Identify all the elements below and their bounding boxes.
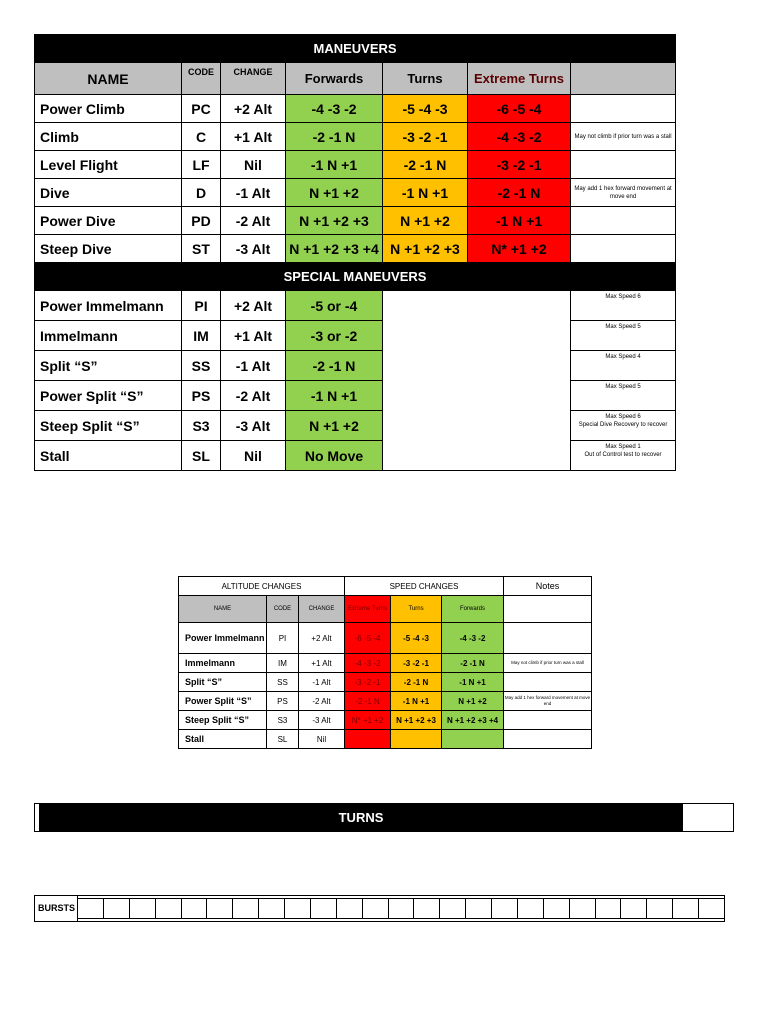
maneuver-turns: N +1 +2 +3 [383,235,468,263]
header-name: NAME [35,63,182,95]
altitude-row [179,673,592,692]
maneuver-name: Power Climb [35,95,182,123]
burst-box[interactable] [492,898,518,919]
burst-box[interactable] [673,898,699,919]
altitude-row [179,692,592,711]
special-maneuver-name: Power Immelmann [35,291,182,321]
maneuver-name: Steep Dive [35,235,182,263]
maneuver-turns: -3 -2 -1 [383,123,468,151]
maneuver-change: +2 Alt [221,95,286,123]
altitude-row-change: -2 Alt [299,692,345,711]
maneuver-note [571,207,676,235]
altitude-row-forwards: N +1 +2 +3 +4 [442,711,504,730]
altitude-row-name: Stall [179,730,267,749]
maneuver-turns: -2 -1 N [383,151,468,179]
special-note-line: Max Speed 4 [605,354,641,360]
notes-group: Notes [504,577,592,596]
special-maneuver-row [35,351,676,381]
special-maneuver-change: -2 Alt [221,381,286,411]
maneuver-extreme-turns: N* +1 +2 [468,235,571,263]
special-maneuver-change: Nil [221,441,286,471]
maneuver-code: C [182,123,221,151]
altitude-row-code: IM [267,654,299,673]
maneuver-change: -3 Alt [221,235,286,263]
altitude-row-extreme-turns: -2 -1 N [345,692,391,711]
burst-box[interactable] [78,898,104,919]
altitude-row-forwards: N +1 +2 [442,692,504,711]
maneuver-change: Nil [221,151,286,179]
altitude-row-name: Immelmann [179,654,267,673]
maneuver-turns: -5 -4 -3 [383,95,468,123]
maneuver-extreme-turns: -2 -1 N [468,179,571,207]
maneuver-code: ST [182,235,221,263]
maneuver-extreme-turns: -3 -2 -1 [468,151,571,179]
at-header-forwards: Forwards [442,596,504,623]
maneuver-change: -1 Alt [221,179,286,207]
burst-box[interactable] [466,898,492,919]
altitude-row-note: May add 1 hex forward movement at move end [504,692,592,711]
altitude-row-name: Split “S” [179,673,267,692]
altitude-row-extreme-turns: -3 -2 -1 [345,673,391,692]
bursts-tracker [34,895,725,922]
maneuver-row [35,151,676,179]
special-maneuver-name: Steep Split “S” [35,411,182,441]
altitude-row-note [504,730,592,749]
special-maneuver-code: SL [182,441,221,471]
altitude-row-turns: -1 N +1 [391,692,442,711]
altitude-speed-table [178,576,592,749]
burst-box[interactable] [363,898,389,919]
burst-box[interactable] [596,898,622,919]
maneuver-extreme-turns: -1 N +1 [468,207,571,235]
altitude-row-extreme-turns [345,730,391,749]
altitude-row-code: PI [267,623,299,654]
altitude-row-extreme-turns: -6 -5 -4 [345,623,391,654]
maneuver-forwards: N +1 +2 [286,179,383,207]
special-maneuver-forwards: -2 -1 N [286,351,383,381]
burst-box[interactable] [156,898,182,919]
maneuver-note [571,95,676,123]
burst-box[interactable] [182,898,208,919]
burst-box[interactable] [311,898,337,919]
special-maneuver-forwards: N +1 +2 [286,411,383,441]
maneuver-note [571,151,676,179]
altitude-row-turns: -5 -4 -3 [391,623,442,654]
maneuver-change: -2 Alt [221,207,286,235]
altitude-row-note: May not climb if prior turn was a stall [504,654,592,673]
speed-changes-group: SPEED CHANGES [345,577,504,596]
altitude-row-forwards: -4 -3 -2 [442,623,504,654]
maneuver-row [35,95,676,123]
maneuver-forwards: -1 N +1 [286,151,383,179]
burst-box[interactable] [104,898,130,919]
altitude-row-turns: N +1 +2 +3 [391,711,442,730]
at-header-code: CODE [267,596,299,623]
altitude-row-code: SS [267,673,299,692]
special-maneuver-row [35,291,676,321]
maneuver-row [35,123,676,151]
special-note-line: Max Speed 5 [605,384,641,390]
maneuvers-table [34,34,676,471]
altitude-row-change: Nil [299,730,345,749]
special-maneuver-row [35,441,676,471]
special-maneuver-code: SS [182,351,221,381]
maneuver-note [571,235,676,263]
header-code: CODE [182,63,221,95]
header-notes [571,63,676,95]
special-maneuver-change: +2 Alt [221,291,286,321]
altitude-row-code: S3 [267,711,299,730]
altitude-row-note [504,711,592,730]
altitude-row-name: Steep Split “S” [179,711,267,730]
special-maneuver-change: -1 Alt [221,351,286,381]
at-header-extreme-turns: Extreme Turns [345,596,391,623]
altitude-row-change: +1 Alt [299,654,345,673]
special-maneuver-name: Power Split “S” [35,381,182,411]
maneuver-forwards: -2 -1 N [286,123,383,151]
maneuver-turns: -1 N +1 [383,179,468,207]
burst-box[interactable] [130,898,156,919]
burst-box[interactable] [207,898,233,919]
burst-box[interactable] [647,898,673,919]
altitude-row-forwards: -2 -1 N [442,654,504,673]
special-note-line: Max Speed 1 [605,444,641,450]
burst-box[interactable] [389,898,415,919]
special-maneuvers-title: SPECIAL MANEUVERS [35,263,676,291]
altitude-row [179,623,592,654]
maneuver-row [35,235,676,263]
special-maneuver-row [35,381,676,411]
burst-box[interactable] [570,898,596,919]
maneuver-row [35,179,676,207]
special-maneuver-code: PS [182,381,221,411]
special-note-line: Special Dive Recovery to recover [578,422,668,428]
special-maneuver-note [571,441,676,471]
maneuver-code: LF [182,151,221,179]
altitude-row-turns: -2 -1 N [391,673,442,692]
at-header-turns: Turns [391,596,442,623]
altitude-row-forwards: -1 N +1 [442,673,504,692]
burst-box[interactable] [337,898,363,919]
altitude-row-note [504,673,592,692]
special-maneuver-name: Split “S” [35,351,182,381]
special-maneuver-blank [383,291,571,471]
special-note-line: Out of Control test to recover [584,452,662,458]
maneuver-forwards: N +1 +2 +3 +4 [286,235,383,263]
special-maneuver-name: Immelmann [35,321,182,351]
special-maneuver-note [571,321,676,351]
special-maneuver-code: S3 [182,411,221,441]
altitude-row-extreme-turns: -4 -3 -2 [345,654,391,673]
maneuvers-title: MANEUVERS [35,35,676,63]
maneuver-note: May add 1 hex forward movement at move end [571,179,676,207]
altitude-row-turns [391,730,442,749]
special-maneuver-row [35,321,676,351]
burst-box[interactable] [621,898,647,919]
special-note-line: Max Speed 6 [605,414,641,420]
special-maneuver-note [571,291,676,321]
burst-box[interactable] [285,898,311,919]
special-maneuver-row [35,411,676,441]
special-maneuver-name: Stall [35,441,182,471]
maneuver-forwards: -4 -3 -2 [286,95,383,123]
header-turns: Turns [383,63,468,95]
maneuver-name: Climb [35,123,182,151]
altitude-row-code: SL [267,730,299,749]
maneuver-forwards: N +1 +2 +3 [286,207,383,235]
special-maneuver-note [571,381,676,411]
maneuver-code: D [182,179,221,207]
maneuver-code: PD [182,207,221,235]
maneuver-note: May not climb if prior turn was a stall [571,123,676,151]
burst-box[interactable] [414,898,440,919]
special-maneuver-note [571,411,676,441]
special-maneuver-forwards: No Move [286,441,383,471]
altitude-row-extreme-turns: N* +1 +2 [345,711,391,730]
turns-section [34,803,734,832]
maneuver-turns: N +1 +2 [383,207,468,235]
special-maneuver-forwards: -3 or -2 [286,321,383,351]
header-forwards: Forwards [286,63,383,95]
maneuver-code: PC [182,95,221,123]
burst-box[interactable] [440,898,466,919]
burst-box[interactable] [699,898,724,919]
special-maneuver-forwards: -5 or -4 [286,291,383,321]
altitude-row-name: Power Immelmann [179,623,267,654]
burst-box[interactable] [259,898,285,919]
at-header-notes [504,596,592,623]
maneuver-row [35,207,676,235]
burst-box[interactable] [544,898,570,919]
special-maneuver-change: -3 Alt [221,411,286,441]
altitude-row [179,730,592,749]
maneuver-name: Level Flight [35,151,182,179]
special-maneuver-note [571,351,676,381]
header-change: CHANGE [221,63,286,95]
maneuver-name: Power Dive [35,207,182,235]
burst-box[interactable] [233,898,259,919]
altitude-row-code: PS [267,692,299,711]
altitude-row-name: Power Split “S” [179,692,267,711]
special-maneuver-code: PI [182,291,221,321]
altitude-row-turns: -3 -2 -1 [391,654,442,673]
altitude-row-note [504,623,592,654]
special-maneuver-code: IM [182,321,221,351]
special-note-line: Max Speed 6 [605,294,641,300]
altitude-row-change: -1 Alt [299,673,345,692]
altitude-row-change: +2 Alt [299,623,345,654]
burst-box[interactable] [518,898,544,919]
maneuver-extreme-turns: -4 -3 -2 [468,123,571,151]
altitude-row-forwards [442,730,504,749]
turns-title: TURNS [39,804,683,831]
maneuver-name: Dive [35,179,182,207]
special-maneuver-forwards: -1 N +1 [286,381,383,411]
bursts-label: BURSTS [35,896,78,921]
maneuver-extreme-turns: -6 -5 -4 [468,95,571,123]
at-header-name: NAME [179,596,267,623]
altitude-changes-group: ALTITUDE CHANGES [179,577,345,596]
special-maneuver-change: +1 Alt [221,321,286,351]
altitude-row-change: -3 Alt [299,711,345,730]
special-note-line: Max Speed 5 [605,324,641,330]
header-extreme-turns: Extreme Turns [468,63,571,95]
at-header-change: CHANGE [299,596,345,623]
altitude-row [179,711,592,730]
maneuver-change: +1 Alt [221,123,286,151]
altitude-row [179,654,592,673]
